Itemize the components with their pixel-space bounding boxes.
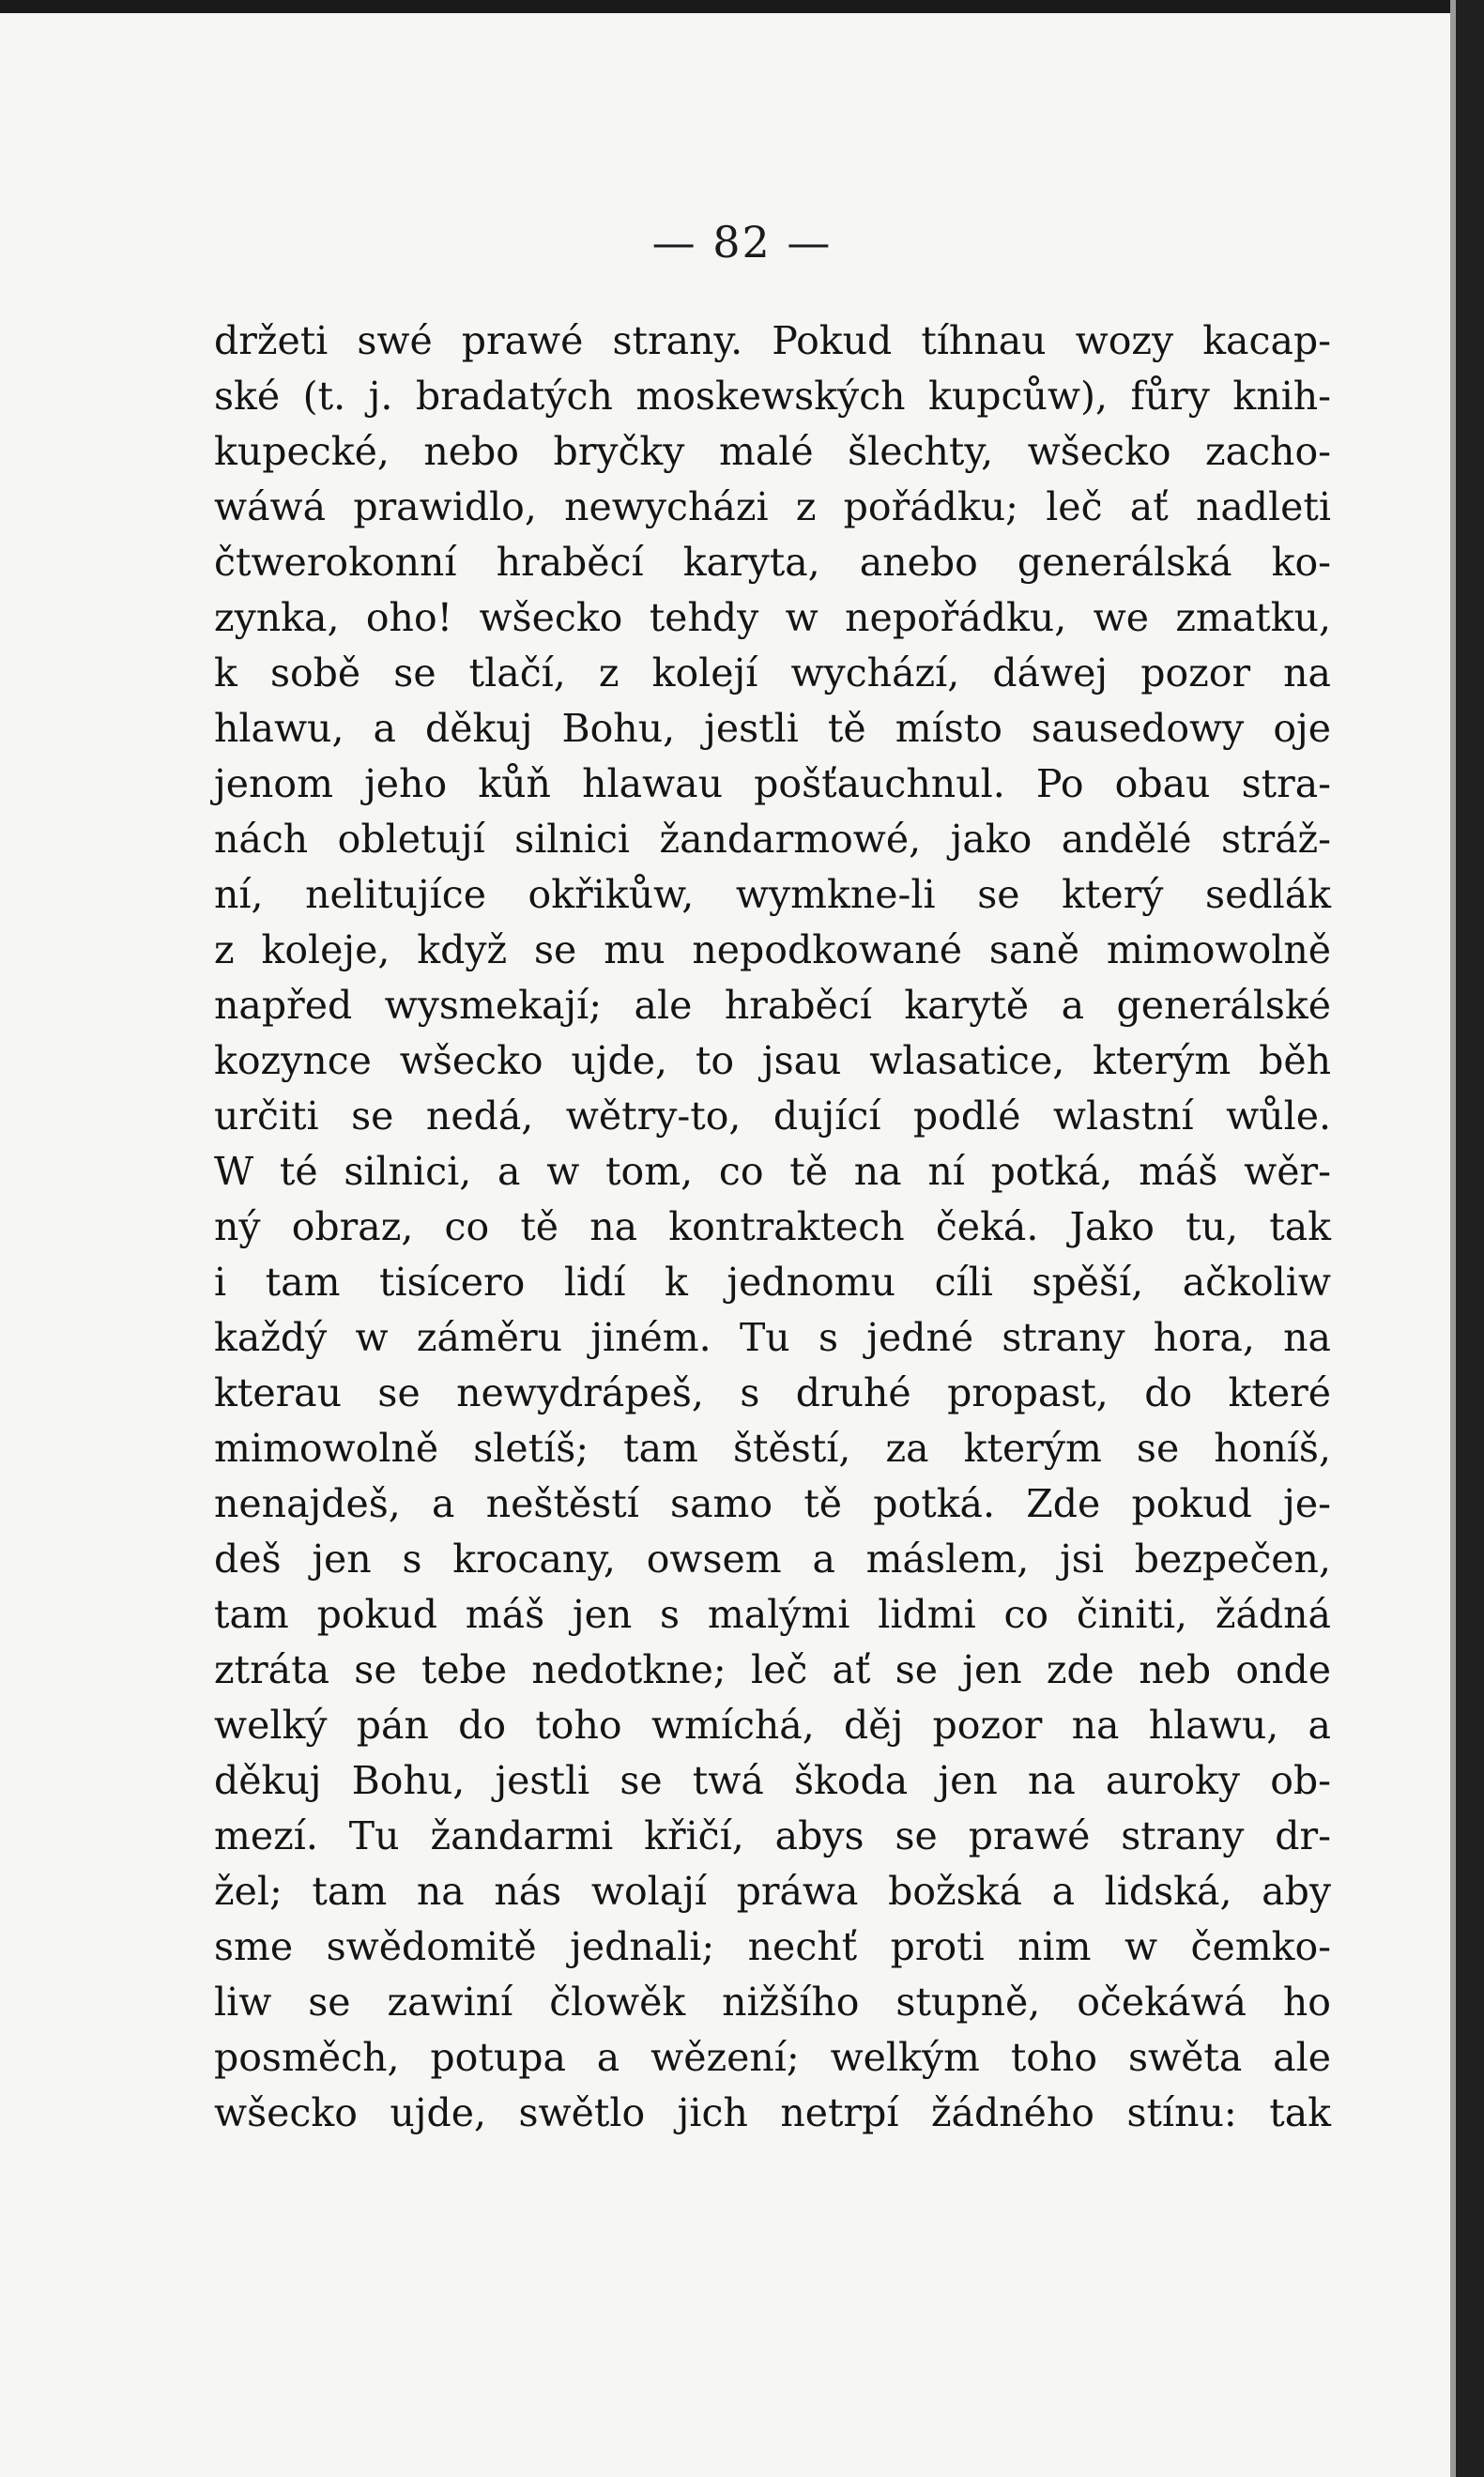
page-number: — 82 — xyxy=(651,217,833,268)
text-line: děkuj Bohu, jestli se twá škoda jen na auroky ob- xyxy=(214,1758,1331,1803)
text-line: jenom jeho kůň hlawau pošťauchnul. Po obau stra- xyxy=(214,761,1331,806)
scan-border-right xyxy=(1456,0,1484,2477)
text-line: W té silnici, a w tom, co tě na ní potká, máš wěr- xyxy=(214,1149,1331,1194)
text-line: mezí. Tu žandarmi křičí, abys se prawé strany dr- xyxy=(214,1813,1331,1858)
text-line: napřed wysmekají; ale hraběcí karytě a generálské xyxy=(214,983,1331,1028)
text-line: posměch, potupa a wězení; welkým toho swěta ale xyxy=(214,2035,1331,2080)
text-line: k sobě se tlačí, z kolejí wychází, dáwej pozor na xyxy=(214,650,1331,696)
text-line: kupecké, nebo bryčky malé šlechty, wšecko zacho- xyxy=(214,429,1331,474)
text-line: sme swědomitě jednali; nechť proti nim w čemko- xyxy=(214,1924,1331,1969)
text-line: kozynce wšecko ujde, to jsau wlasatice, kterým běh xyxy=(214,1038,1331,1083)
text-line: ný obraz, co tě na kontraktech čeká. Jako tu, tak xyxy=(214,1204,1331,1249)
text-line: zynka, oho! wšecko tehdy w nepořádku, we zmatku, xyxy=(214,595,1331,640)
text-line: každý w záměru jiném. Tu s jedné strany hora, na xyxy=(214,1315,1331,1360)
text-line: ní, nelitujíce okřikůw, wymkne-li se který sedlák xyxy=(214,872,1331,917)
text-line: hlawu, a děkuj Bohu, jestli tě místo sausedowy oje xyxy=(214,706,1331,751)
text-line: wáwá prawidlo, newycházi z pořádku; leč ať nadleti xyxy=(214,484,1331,529)
text-line: wšecko ujde, swětlo jich netrpí žádného stínu: tak xyxy=(214,2090,1331,2135)
text-line: čtwerokonní hraběcí karyta, anebo generálská ko- xyxy=(214,540,1331,585)
text-line: deš jen s krocany, owsem a máslem, jsi bezpečen, xyxy=(214,1537,1331,1582)
text-line: žel; tam na nás wolají práwa božská a lidská, aby xyxy=(214,1869,1331,1914)
text-line: držeti swé prawé strany. Pokud tíhnau wozy kacap- xyxy=(214,318,1331,363)
text-line: ské (t. j. bradatých moskewských kupcůw), fůry knih- xyxy=(214,374,1331,419)
text-line: z koleje, když se mu nepodkowané saně mimowolně xyxy=(214,927,1331,972)
text-line: nách obletují silnici žandarmowé, jako andělé stráž- xyxy=(214,817,1331,862)
text-line: nenajdeš, a neštěstí samo tě potká. Zde pokud je- xyxy=(214,1481,1331,1526)
text-line: kterau se newydrápeš, s druhé propast, do které xyxy=(214,1370,1331,1415)
text-line: ztráta se tebe nedotkne; leč ať se jen zde neb onde xyxy=(214,1647,1331,1692)
text-line: tam pokud máš jen s malými lidmi co činiti, žádná xyxy=(214,1592,1331,1637)
scan-border-top xyxy=(0,0,1484,13)
body-text xyxy=(214,313,1331,2141)
text-line: mimowolně sletíš; tam štěstí, za kterým se honíš, xyxy=(214,1426,1331,1471)
text-line: určiti se nedá, wětry-to, dující podlé wlastní wůle. xyxy=(214,1093,1331,1139)
text-line: welký pán do toho wmíchá, děj pozor na hlawu, a xyxy=(214,1703,1331,1748)
text-line: liw se zawiní člowěk nižšího stupně, očekáwá ho xyxy=(214,1980,1331,2025)
text-line: i tam tisícero lidí k jednomu cíli spěší, ačkoliw xyxy=(214,1260,1331,1305)
